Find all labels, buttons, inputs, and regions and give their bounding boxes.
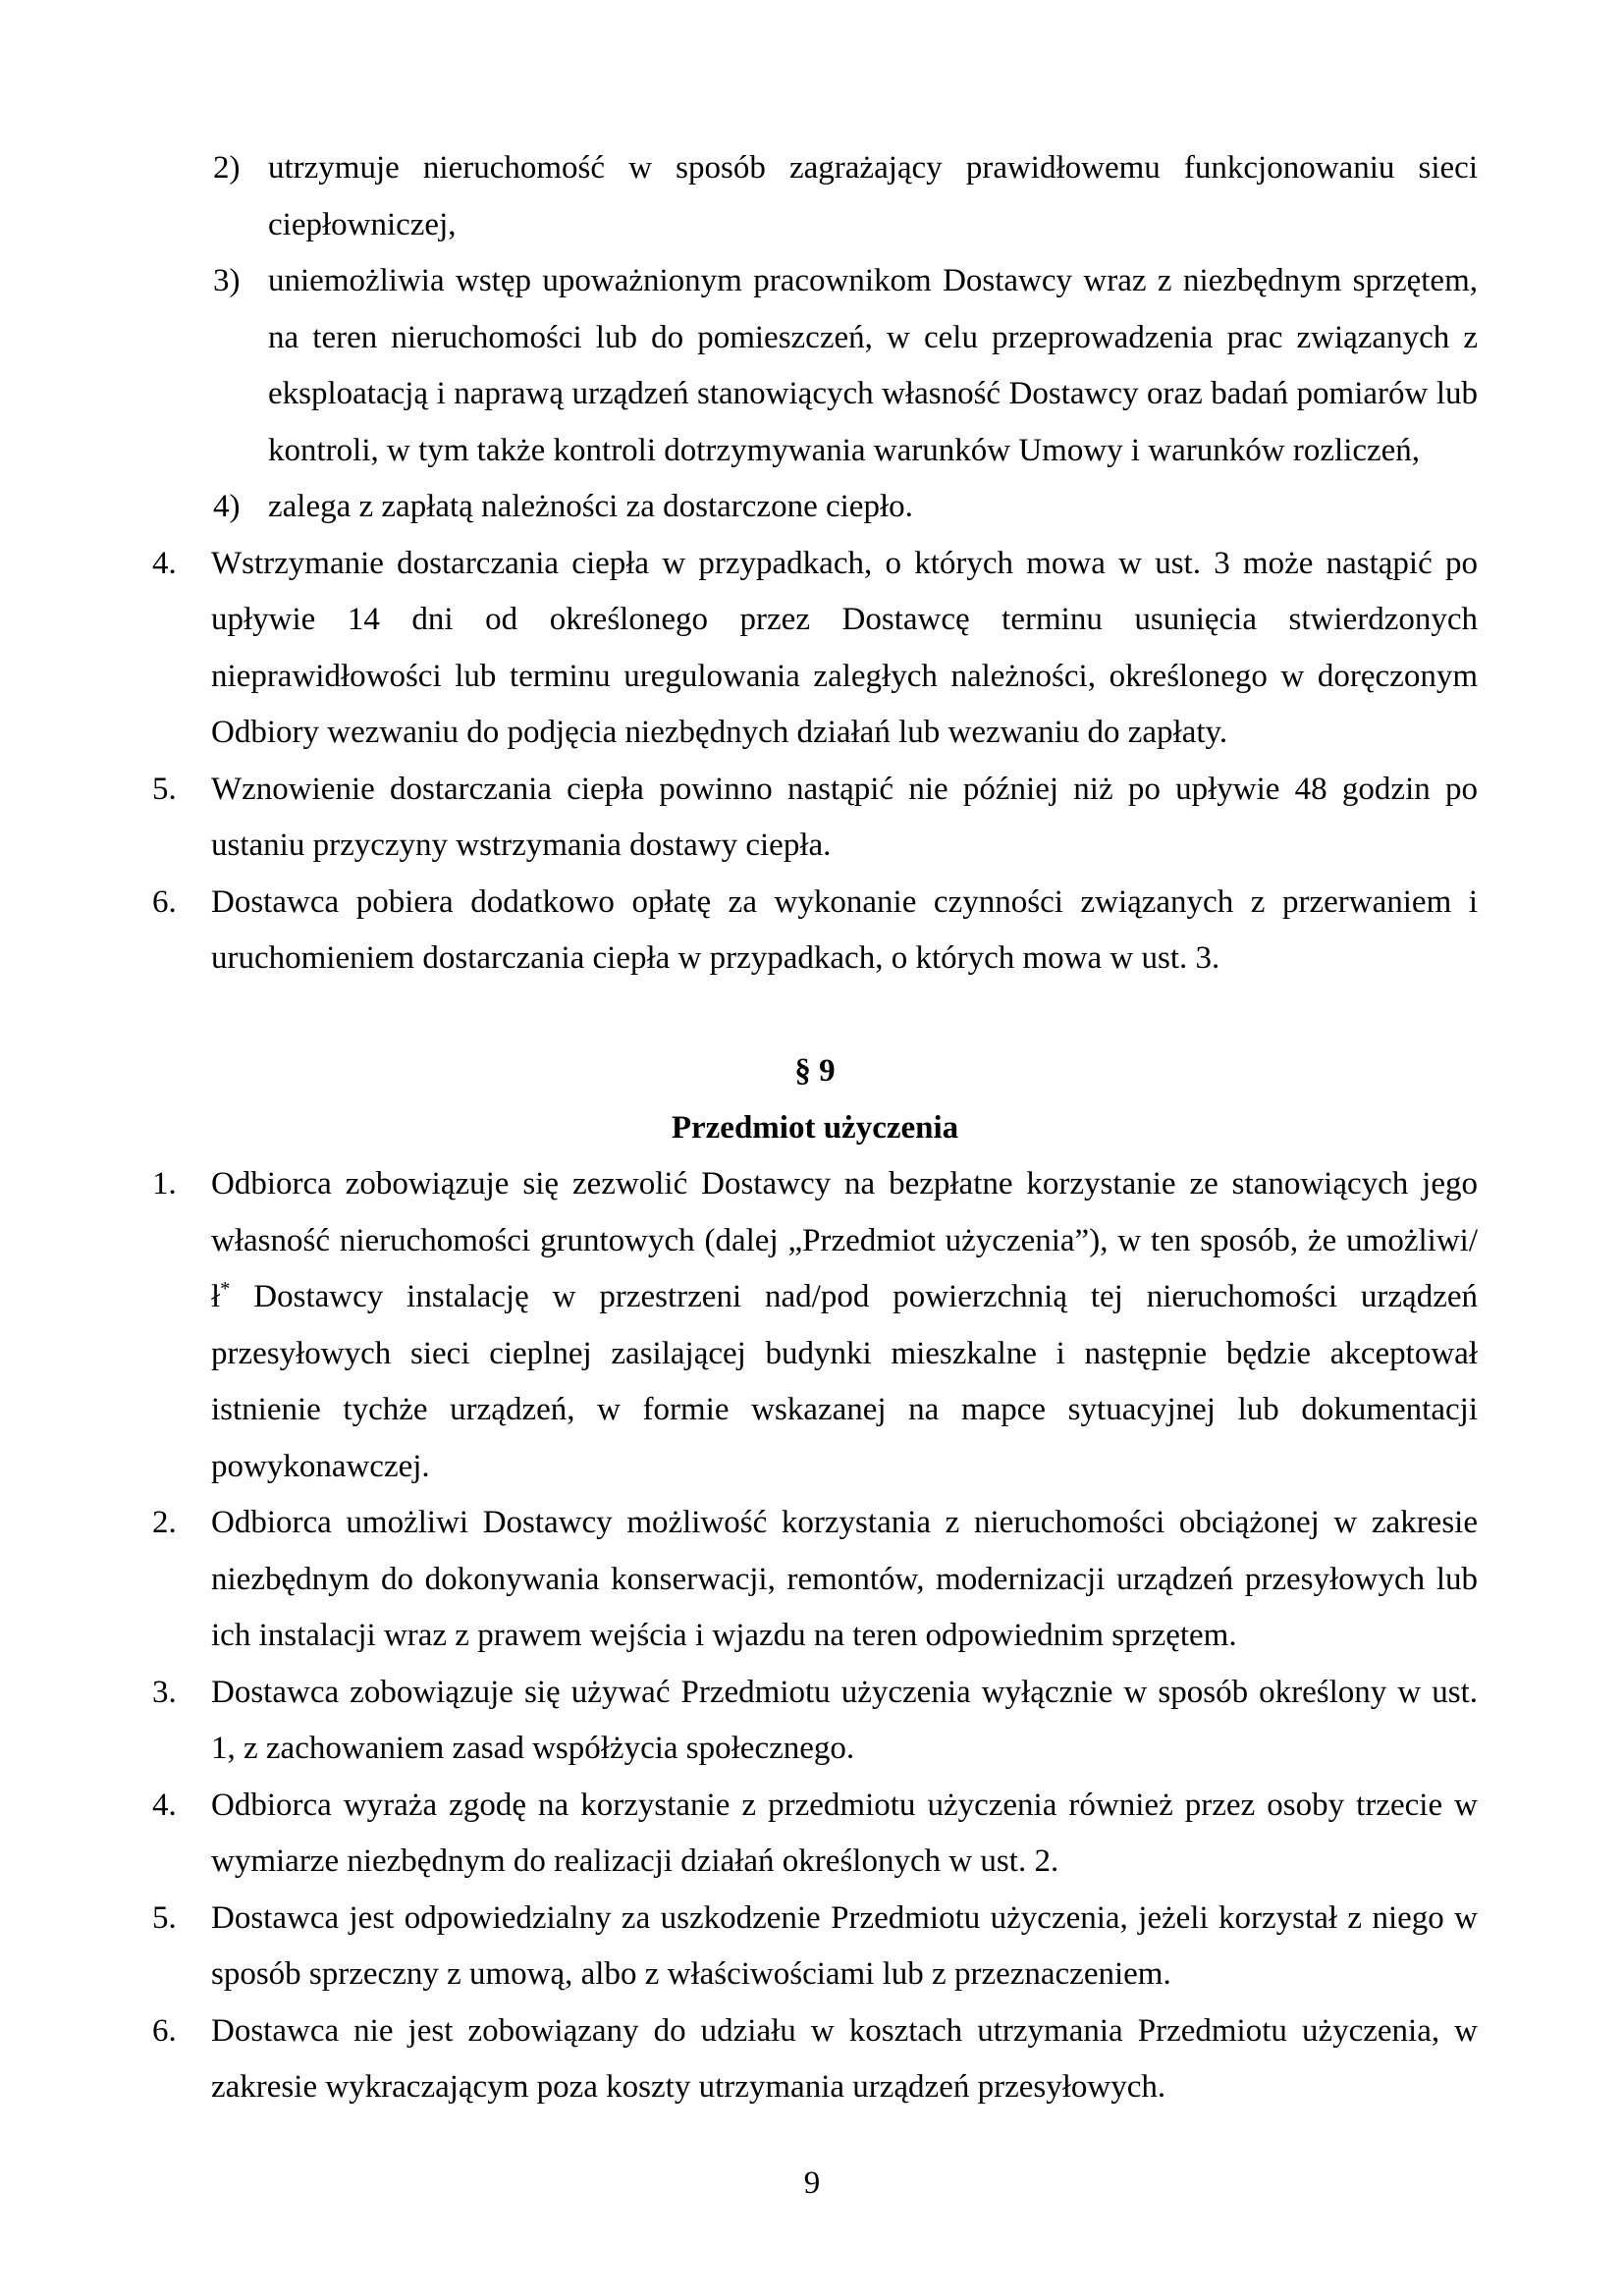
list-item-text: Odbiorca wyraża zgodę na korzystanie z przedmiotu użyczenia również przez osoby trzecie w wymiarze niezbędnym do realizacji działań określonych w ust. 2. — [211, 1787, 1478, 1879]
list-item — [152, 1665, 1478, 1778]
list-item-number: 5. — [152, 771, 177, 807]
list-item-text: zalega z zapłatą należności za dostarczone ciepło. — [268, 489, 913, 524]
list-item-text: utrzymuje nieruchomość w sposób zagrażający prawidłowemu funkcjonowaniu sieci ciepłowniczej, — [268, 150, 1478, 242]
list-item-text-before-asterisk: Odbiorca zobowiązuje się zezwolić Dostawcy na bezpłatne korzystanie ze stanowiących jego własność nieruchomości gruntowych (dalej „Przedmiot użyczenia”), w ten sposób, że umożliwi/ł — [211, 1166, 1478, 1314]
list-item — [152, 479, 1478, 536]
list-item — [152, 2003, 1478, 2116]
page-content — [152, 140, 1478, 2116]
asterisk-superscript: * — [220, 1278, 231, 1300]
list-item-number: 2) — [213, 150, 241, 186]
list-item — [152, 1156, 1478, 1495]
section-title: Przedmiot użyczenia — [671, 1109, 959, 1146]
list-item-number: 6. — [152, 883, 177, 920]
list-item — [152, 140, 1478, 253]
list-item — [152, 1495, 1478, 1665]
list-item-number: 1. — [152, 1166, 177, 1201]
page-number: 9 — [803, 2165, 821, 2201]
list-item — [152, 1778, 1478, 1891]
list-item-text: Dostawca pobiera dodatkowo opłatę za wykonanie czynności związanych z przerwaniem i uruchomieniem dostarczania ciepła w przypadkach, o których mowa w ust. 3. — [211, 883, 1478, 976]
list-item-number: 4. — [152, 545, 177, 581]
list-item-text: Odbiorca umożliwi Dostawcy możliwość korzystania z nieruchomości obciążonej w zakresie niezbędnym do dokonywania konserwacji, remontów, modernizacji urządzeń przesyłowych lub ich instalacji wraz z prawem wejścia i wjazdu na teren odpowiednim sprzętem. — [211, 1505, 1478, 1653]
list-item-text: Wznowienie dostarczania ciepła powinno nastąpić nie później niż po upływie 48 godzin po ustaniu przyczyny wstrzymania dostawy ciepła. — [211, 771, 1478, 863]
list-item — [152, 875, 1478, 988]
list-item — [152, 762, 1478, 875]
list-item-text: Dostawca jest odpowiedzialny za uszkodzenie Przedmiotu użyczenia, jeżeli korzystał z niego w sposób sprzeczny z umową, albo z właściwościami lub z przeznaczeniem. — [211, 1899, 1478, 1992]
list-item-text: Dostawca nie jest zobowiązany do udziału w kosztach utrzymania Przedmiotu użyczenia, w zakresie wykraczającym poza koszty utrzymania urządzeń przesyłowych. — [211, 2012, 1478, 2105]
list-item-text-after-asterisk: Dostawcy instalację w przestrzeni nad/pod powierzchnią tej nieruchomości urządzeń przesyłowych sieci cieplnej zasilającej budynki mieszkalne i następnie będzie akceptował istnienie tychże urządzeń, w formie wskazanej na mapce sytuacyjnej lub dokumentacji powykonawczej. — [211, 1279, 1478, 1484]
list-item-number: 6. — [152, 2012, 177, 2049]
list-item-number: 5. — [152, 1899, 177, 1936]
list-item-text: uniemożliwia wstęp upoważnionym pracownikom Dostawcy wraz z niezbędnym sprzętem, na teren nieruchomości lub do pomieszczeń, w celu przeprowadzenia prac związanych z eksploatacją i naprawą urządzeń stanowiących własność Dostawcy oraz badań pomiarów lub kontroli, w tym także kontroli dotrzymywania warunków Umowy i warunków rozliczeń, — [268, 263, 1478, 468]
list-item-text: Wstrzymanie dostarczania ciepła w przypadkach, o których mowa w ust. 3 może nastąpić po upływie 14 dni od określonego przez Dostawcę terminu usunięcia stwierdzonych nieprawidłowości lub terminu uregulowania zaległych należności, określonego w doręczonym Odbiory wezwaniu do podjęcia niezbędnych działań lub wezwaniu do zapłaty. — [211, 545, 1478, 750]
list-item — [152, 536, 1478, 762]
list-item-number: 4. — [152, 1787, 177, 1823]
list-item — [152, 253, 1478, 479]
list-item — [152, 1891, 1478, 2003]
list-item-text: Dostawca zobowiązuje się używać Przedmiotu użyczenia wyłącznie w sposób określony w ust. 1, z zachowaniem zasad współżycia społecznego. — [211, 1674, 1478, 1766]
list-item-number: 4) — [213, 489, 241, 524]
list-item-number: 3. — [152, 1674, 177, 1710]
list-item-number: 2. — [152, 1505, 177, 1540]
list-item-number: 3) — [213, 263, 241, 298]
list-item-text — [211, 1166, 1478, 1484]
section-heading: § 9 — [794, 1053, 836, 1089]
